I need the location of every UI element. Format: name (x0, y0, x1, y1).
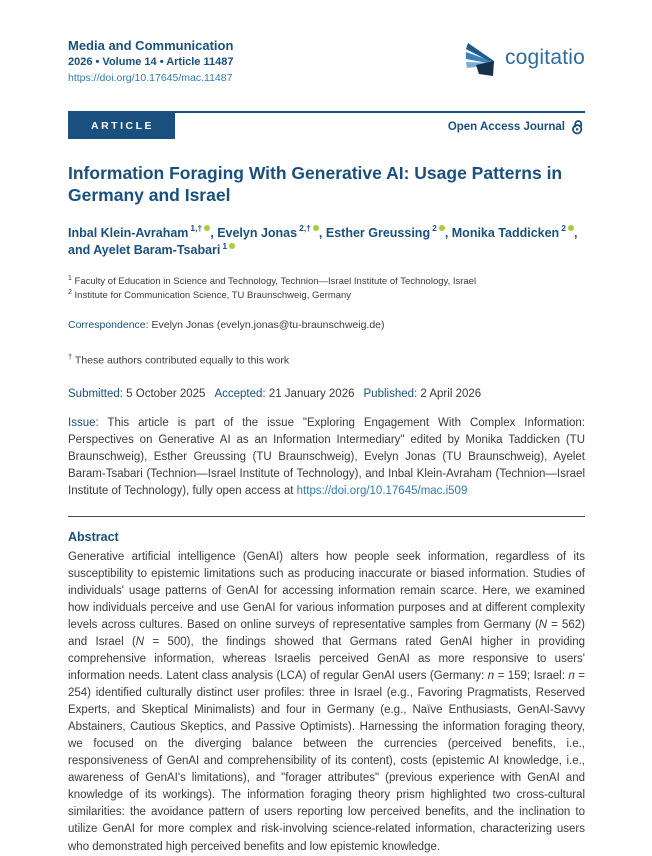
banner-row (68, 113, 585, 139)
journal-name: Media and Communication (68, 38, 234, 53)
author (68, 223, 218, 240)
issue-doi-link[interactable]: https://doi.org/10.17645/mac.i509 (296, 485, 468, 498)
issue-paragraph: Issue: This article is part of the issue "Exploring Engagement With Complex Information: Perspectives on Generative AI as an Information Intermediary" edited by Monika Taddicken (TU Braunschweig), Esther Greussing (TU Braunschweig), Evelyn Jonas (TU Braunschweig), Ayelet Baram-Tsabari (Technion—Israel Institute of Technology), and Inbal Klein-Avraham (Technion—Israel Institute of Technology), fully open access at https://doi.org/10.17645/mac.i509 (68, 417, 585, 498)
cogitatio-logo (466, 40, 585, 76)
abstract-divider (68, 516, 585, 517)
author-affiliation-sup: 2,† (299, 223, 311, 234)
author-affiliation-sup: 1,† (190, 223, 203, 234)
open-access-label: Open Access Journal (447, 121, 565, 133)
author (451, 223, 578, 240)
open-access-journal-link[interactable] (448, 119, 585, 135)
logo-wordmark: cogitatio (504, 46, 585, 69)
article-doi-link[interactable]: https://doi.org/10.17645/mac.11487 (68, 72, 233, 84)
orcid-icon[interactable] (229, 243, 235, 249)
author (217, 223, 326, 240)
equal-contribution-note: † These authors contributed equally to this work (68, 351, 290, 367)
article-type-badge: ARTICLE (68, 113, 175, 139)
author-separator: , (210, 225, 218, 240)
author-name: Monika Taddicken (451, 225, 560, 240)
author-list (68, 223, 585, 258)
open-lock-icon (570, 119, 585, 135)
author-name: Evelyn Jonas (217, 225, 298, 240)
journal-issue-line: 2026 • Volume 14 • Article 11487 (68, 56, 234, 68)
article-title: Information Foraging With Generative AI: Usage Patterns in Germany and Israel (68, 163, 563, 206)
abstract-heading: Abstract (68, 530, 119, 545)
author-separator: , (318, 225, 326, 240)
affiliation: $^1$ Faculty of Education in Science and Technology, Technion—Israel Institute of Technology, Israel (68, 274, 477, 287)
article-dates (68, 388, 585, 400)
published-date: Published: 2 April 2026 (363, 388, 482, 401)
author-separator: , (573, 225, 578, 240)
issue-label: Issue: (68, 417, 99, 430)
correspondence-line: Correspondence: Evelyn Jonas (evelyn.jonas@tu-braunschweig.de) (68, 318, 385, 331)
submitted-date: Submitted: 5 October 2025 (68, 388, 206, 401)
accepted-date: Accepted: 21 January 2026 (214, 388, 355, 401)
fan-of-pages-icon (466, 40, 500, 76)
author-name: and Ayelet Baram-Tsabari (68, 243, 221, 258)
correspondence-label: Correspondence: (68, 318, 149, 331)
author-affiliation-sup: 2 (561, 223, 566, 234)
author-name: Inbal Klein-Avraham (68, 225, 189, 240)
author (325, 223, 452, 240)
author-affiliation-sup: 2 (432, 223, 437, 234)
affiliation-list (68, 274, 585, 303)
masthead (68, 38, 585, 86)
author-affiliation-sup: 1 (222, 241, 228, 252)
author-name: Esther Greussing (325, 225, 431, 240)
affiliation: $^2$ Institute for Communication Science, TU Braunschweig, Germany (68, 289, 352, 302)
journal-info (68, 38, 233, 86)
abstract-text: Generative artificial intelligence (GenAI) alters how people seek information, regardless of its susceptibility to epistemic limitations such as producing inaccurate or biased information. Studies of individuals' usage patterns of GenAI for accessing information remain scarce. Here, we examined how individuals perceive and use GenAI for various information purposes and at different complexity levels across cultures. Based on online surveys of representative samples from Germany (N = 562) and Israel (N = 500), the findings showed that Germans rated GenAI higher in providing comprehensive information, whereas Israelis perceived GenAI as more responsive to users' information needs. Latent class analysis (LCA) of regular GenAI users (Germany: n = 159; Israel: n = 254) identified culturally distinct user profiles: three in Israel (e.g., Favoring Pragmatists, Reserved Experts, and Skeptical Minimalists) and four in Germany (e.g., Naïve Enthusiasts, GenAI-Savvy Abstainers, Cautious Skeptics, and Passive Optimists). Harnessing the information foraging theory, we focused on the diverging balance between the currencies (perceived benefits, i.e., responsiveness of GenAI and comprehensibility of its content), costs (epistemic AI knowledge, i.e., awareness of GenAI's limitations), and "forager attributes" (previous experience with GenAI and knowledge of its workings). The information foraging theory prism highlighted two cross-cultural similarities: the avoidance pattern of users reporting low perceived benefits, and the inclination to utilize GenAI for more complex and risk-involving science-related information, characterizing users who demonstrated high perceived benefits and low epistemic knowledge. (68, 551, 585, 853)
author (68, 243, 235, 257)
author-separator: , (444, 225, 452, 240)
